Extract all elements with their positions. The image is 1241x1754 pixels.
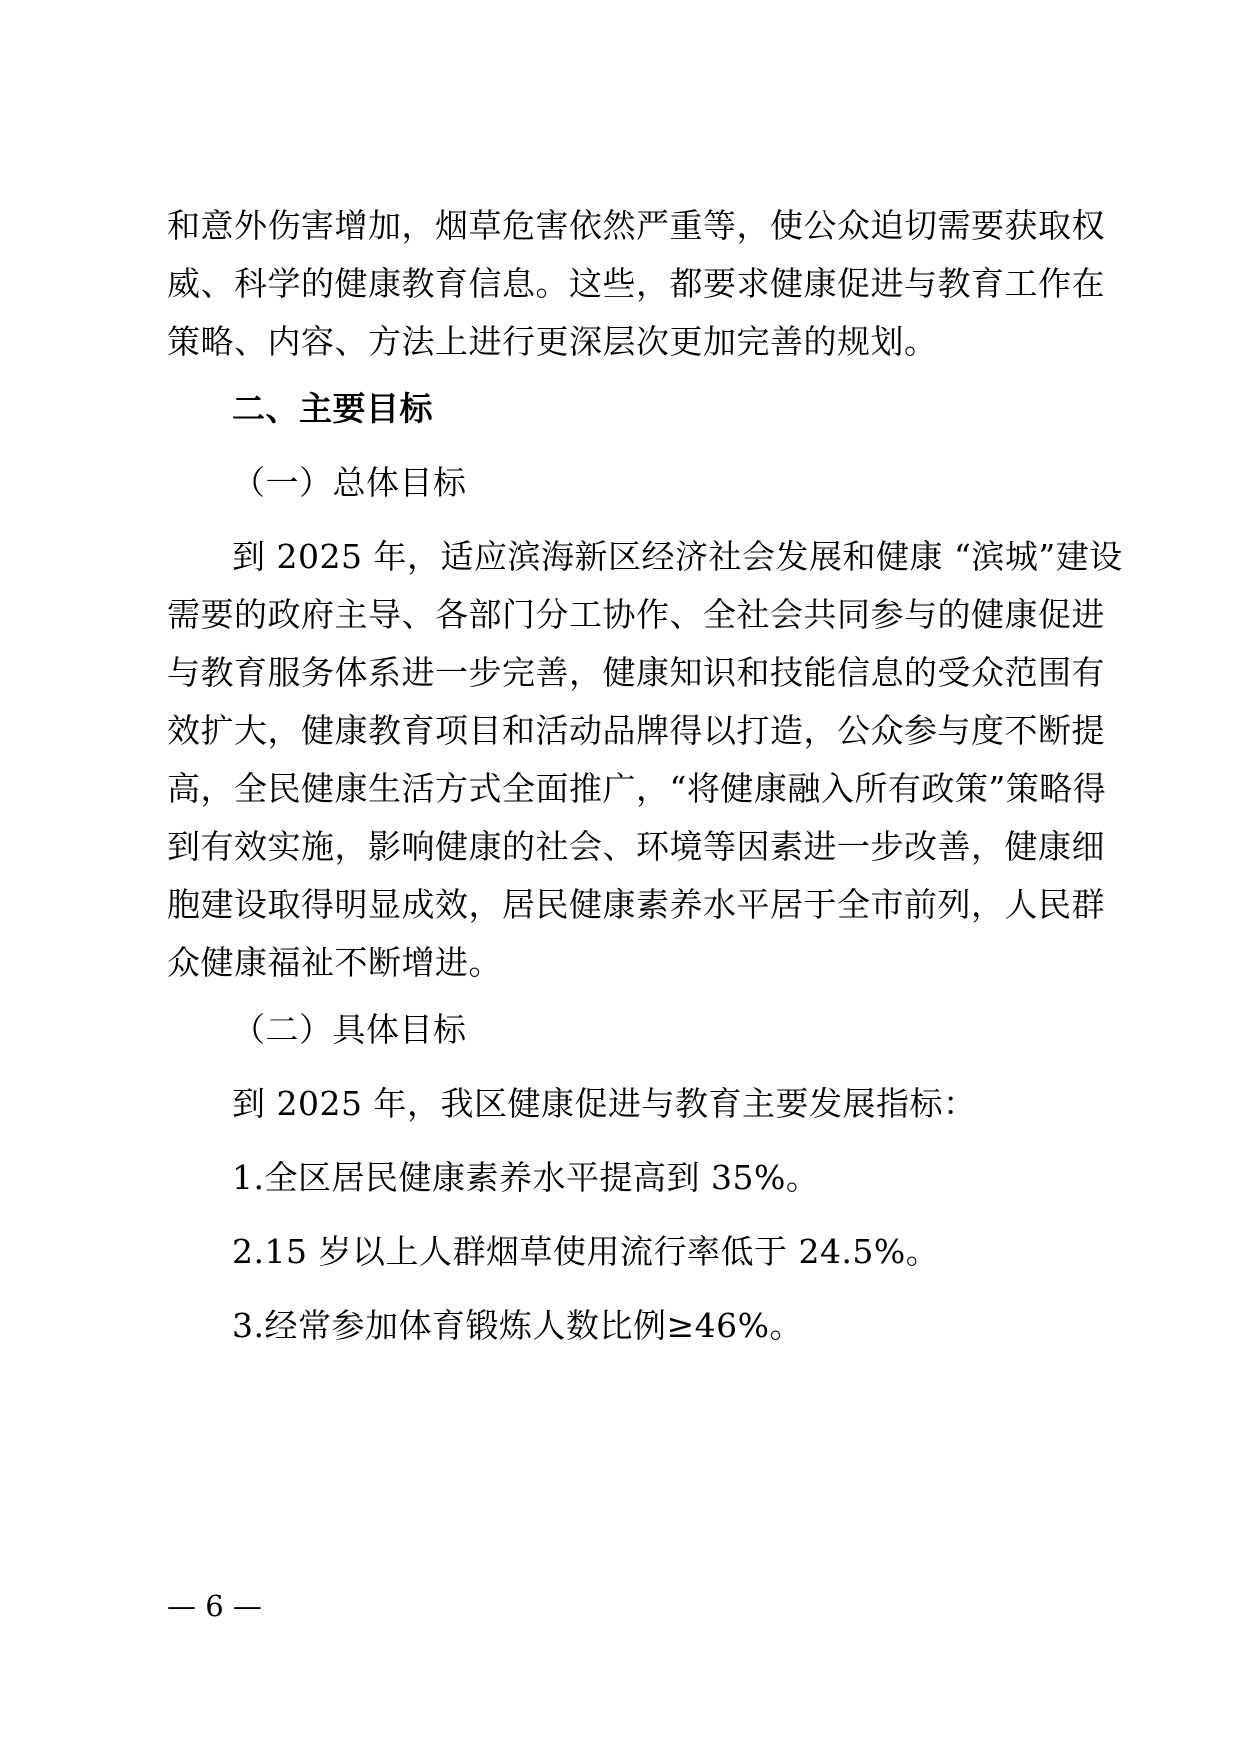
- target-item-3: 3.经常参加体育锻炼人数比例≥46%。: [232, 1306, 803, 1345]
- overall-line-4: 效扩大，健康教育项目和活动品牌得以打造，公众参与度不断提: [167, 711, 1105, 750]
- intro-line-2: 威、科学的健康教育信息。这些，都要求健康促进与教育工作在: [167, 264, 1105, 303]
- intro-line-3: 策略、内容、方法上进行更深层次更加完善的规划。: [167, 322, 938, 361]
- specific-objective-heading: （二）具体目标: [232, 1010, 467, 1049]
- overall-line-8: 众健康福祉不断增进。: [167, 943, 502, 982]
- specific-intro: 到 2025 年，我区健康促进与教育主要发展指标：: [232, 1084, 977, 1123]
- intro-line-1: 和意外伤害增加，烟草危害依然严重等，使公众迫切需要获取权: [167, 206, 1105, 245]
- overall-line-2: 需要的政府主导、各部门分工协作、全社会共同参与的健康促进: [167, 595, 1105, 634]
- overall-line-3: 与教育服务体系进一步完善，健康知识和技能信息的受众范围有: [167, 653, 1105, 692]
- overall-line-7: 胞建设取得明显成效，居民健康素养水平居于全市前列，人民群: [167, 885, 1105, 924]
- section-heading: 二、主要目标: [232, 389, 433, 428]
- overall-line-6: 到有效实施，影响健康的社会、环境等因素进一步改善，健康细: [167, 827, 1105, 866]
- overall-line-5: 高，全民健康生活方式全面推广，“将健康融入所有政策”策略得: [167, 769, 1107, 808]
- target-item-1: 1.全区居民健康素养水平提高到 35%。: [232, 1158, 820, 1197]
- overall-line-1: 到 2025 年，适应滨海新区经济社会发展和健康 “滨城”建设: [232, 537, 1123, 576]
- overall-objective-heading: （一）总体目标: [232, 463, 467, 502]
- page-number: — 6 —: [167, 1589, 262, 1623]
- target-item-2: 2.15 岁以上人群烟草使用流行率低于 24.5%。: [232, 1232, 940, 1271]
